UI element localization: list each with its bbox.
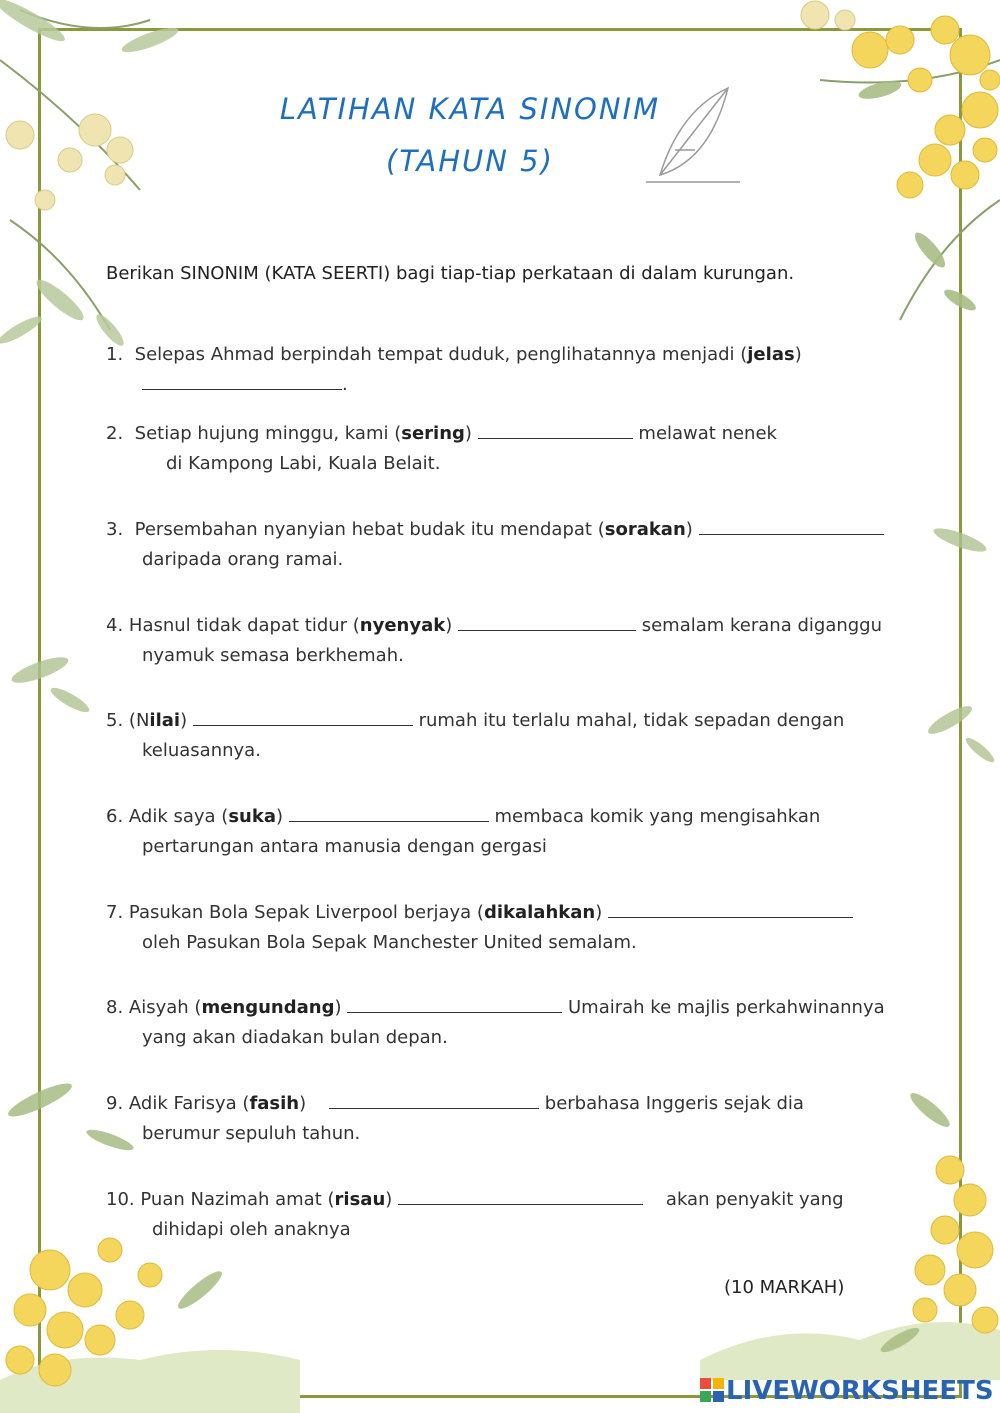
answer-blank[interactable]	[478, 420, 633, 439]
question-8: 8. Aisyah (mengundang) Umairah ke majlis perkahwinannya yang akan diadakan bulan depan.	[106, 993, 885, 1053]
leaf-decoration-right	[900, 500, 1000, 800]
question-3: 3. Persembahan nyanyian hebat budak itu mendapat (sorakan) daripada orang ramai.	[106, 515, 884, 575]
target-word: fasih	[249, 1093, 300, 1114]
liveworksheets-logo[interactable]: LIVEWORKSHEETS	[700, 1376, 994, 1406]
worksheet-subtitle: (TAHUN 5)	[386, 144, 554, 178]
question-5: 5. (Nilai) rumah itu terlalu mahal, tidak sepadan dengan keluasannya.	[106, 706, 844, 766]
question-2: 2. Setiap hujung minggu, kami (sering) melawat nenek di Kampong Labi, Kuala Belait.	[106, 419, 777, 479]
target-word: sering	[401, 423, 465, 444]
question-7: 7. Pasukan Bola Sepak Liverpool berjaya (dikalahkan) oleh Pasukan Bola Sepak Manchester United semalam.	[106, 898, 853, 958]
question-1: 1. Selepas Ahmad berpindah tempat duduk, penglihatannya menjadi (jelas) .	[106, 344, 802, 395]
total-marks: (10 MARKAH)	[724, 1277, 845, 1298]
liveworksheets-logo-icon	[700, 1378, 724, 1402]
answer-blank[interactable]	[398, 1186, 643, 1205]
worksheet-title: LATIHAN KATA SINONIM	[279, 92, 661, 126]
target-word: dikalahkan	[483, 902, 596, 923]
answer-blank[interactable]	[289, 803, 489, 822]
question-4: 4. Hasnul tidak dapat tidur (nyenyak) semalam kerana diganggu nyamuk semasa berkhemah.	[106, 611, 882, 671]
target-word: jelas	[747, 344, 795, 365]
answer-blank[interactable]	[347, 994, 562, 1013]
target-word: suka	[228, 806, 276, 827]
instruction-text: Berikan SINONIM (KATA SEERTI) bagi tiap-tiap perkataan di dalam kurungan.	[106, 263, 795, 284]
answer-blank[interactable]	[699, 516, 884, 535]
target-word: mengundang	[201, 997, 335, 1018]
target-word: nyenyak	[359, 615, 446, 636]
answer-blank[interactable]	[142, 371, 342, 390]
target-word: risau	[334, 1189, 386, 1210]
question-9: 9. Adik Farisya (fasih) berbahasa Inggeris sejak dia berumur sepuluh tahun.	[106, 1089, 804, 1149]
question-10: 10. Puan Nazimah amat (risau) akan penyakit yang dihidapi oleh anaknya	[106, 1185, 844, 1245]
answer-blank[interactable]	[193, 707, 413, 726]
target-word: ilai	[149, 710, 181, 731]
answer-blank[interactable]	[329, 1090, 539, 1109]
answer-blank[interactable]	[458, 612, 636, 631]
leaf-decoration-left	[0, 630, 120, 750]
question-6: 6. Adik saya (suka) membaca komik yang mengisahkan pertarungan antara manusia dengan gergasi	[106, 802, 820, 862]
target-word: sorakan	[604, 519, 686, 540]
answer-blank[interactable]	[608, 899, 853, 918]
